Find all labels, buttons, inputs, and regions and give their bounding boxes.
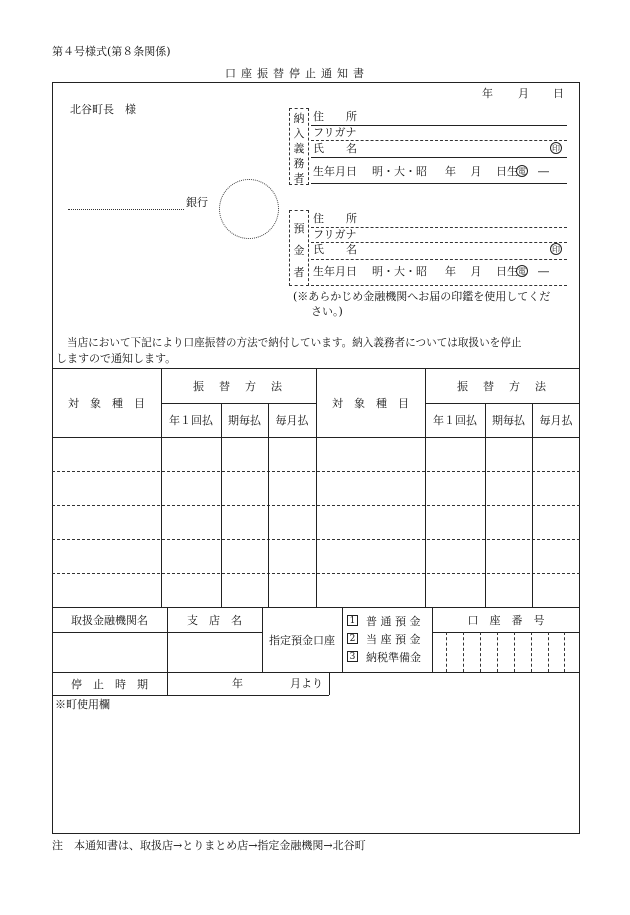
account-digit-line	[531, 632, 532, 672]
account-type-label: 普 通 預 金	[366, 615, 421, 628]
account-digit-line	[514, 632, 515, 672]
depositor-address-label: 住 所	[313, 212, 357, 225]
depositor-name-line[interactable]	[311, 259, 567, 260]
col-monthly-right: 毎月払	[539, 414, 573, 427]
notice-line1: 当店において下記により口座振替の方法で納付しています。納入義務者については取扱いを停止	[67, 337, 522, 349]
account-type-checkbox[interactable]: 2	[347, 633, 358, 644]
bank-name-line[interactable]	[68, 209, 184, 210]
branch-header: 支 店 名	[187, 613, 242, 627]
stop-from-month: 月より	[290, 677, 323, 690]
stamp-circle	[219, 179, 279, 239]
depositor-label: 預 金 者	[293, 222, 305, 279]
institution-header: 取扱金融機関名	[71, 613, 148, 627]
date-day: 日	[553, 87, 564, 100]
col-period-right: 期毎払	[492, 414, 525, 427]
depositor-tel-icon: 電	[518, 267, 526, 276]
depositor-birth-era: 明・大・昭	[372, 265, 427, 278]
method-header-right: 振 替 方 法	[457, 379, 548, 393]
depositor-furigana-label: フリガナ	[313, 228, 357, 241]
town-use-area[interactable]	[53, 712, 579, 832]
account-number-header: 口 座 番 号	[467, 613, 545, 627]
notice-line2: しますので通知します。	[56, 352, 177, 365]
taxpayer-birth-label: 生年月日	[313, 165, 357, 178]
date-year: 年	[482, 87, 493, 100]
taxpayer-tel-dash: ―	[538, 165, 549, 178]
account-type-label: 当 座 預 金	[366, 633, 421, 646]
account-digit-line	[446, 632, 447, 672]
account-digit-line	[463, 632, 464, 672]
account-type-label: 納税準備金	[366, 651, 421, 664]
date-month: 月	[518, 87, 529, 100]
stop-period-label: 停 止 時 期	[71, 677, 148, 691]
taxpayer-tel-icon: 電	[518, 167, 526, 176]
account-type-checkbox[interactable]: 3	[347, 651, 358, 662]
bank-header-line	[52, 632, 262, 633]
seal-note-line2: さい。)	[311, 305, 343, 318]
col-annual-left: 年１回払	[169, 414, 213, 427]
account-type-checkbox[interactable]: 1	[347, 615, 358, 626]
col-period-left: 期毎払	[228, 414, 261, 427]
depositor-birth-ymd: 年 月 日生	[445, 265, 518, 278]
depositor-birth-label: 生年月日	[313, 265, 357, 278]
stop-col-line	[167, 672, 168, 695]
form-title: 口座振替停止通知書	[225, 67, 369, 80]
stop-row-bottom	[52, 695, 329, 696]
taxpayer-label: 納 入 義 務 者	[293, 112, 305, 185]
taxpayer-seal-icon: 印	[552, 144, 560, 153]
account-digit-line	[548, 632, 549, 672]
taxpayer-furigana-line[interactable]	[311, 140, 567, 141]
col-monthly-left: 毎月払	[275, 414, 309, 427]
footer-note: 注 本通知書は、取扱店→とりまとめ店→指定金融機関→北谷町	[52, 839, 366, 852]
taxpayer-name-label: 氏 名	[313, 142, 357, 155]
addressee: 北谷町長 様	[70, 103, 136, 116]
account-digit-line	[564, 632, 565, 672]
subject-header-right: 対 象 種 目	[332, 396, 409, 410]
town-use-label: ※町使用欄	[55, 698, 110, 711]
col-annual-right: 年１回払	[433, 414, 477, 427]
account-digit-line	[497, 632, 498, 672]
method-header-left: 振 替 方 法	[193, 379, 284, 393]
account-digit-line	[480, 632, 481, 672]
depositor-name-label: 氏 名	[313, 243, 357, 256]
taxpayer-birth-line[interactable]	[311, 183, 567, 184]
subject-header-left: 対 象 種 目	[68, 396, 145, 410]
form-number: 第４号様式(第８条関係)	[52, 45, 171, 58]
stop-year: 年	[232, 677, 243, 690]
taxpayer-name-line[interactable]	[311, 157, 567, 158]
taxpayer-address-label: 住 所	[313, 110, 357, 123]
depositor-birth-line[interactable]	[311, 285, 567, 286]
taxpayer-furigana-label: フリガナ	[313, 126, 357, 139]
taxpayer-birth-ymd: 年 月 日生	[445, 165, 518, 178]
designated-account-label: 指定預金口座	[269, 633, 335, 647]
depositor-seal-icon: 印	[552, 245, 560, 254]
taxpayer-birth-era: 明・大・昭	[372, 165, 427, 178]
account-header-line	[432, 632, 580, 633]
stop-col-line	[329, 672, 330, 695]
depositor-tel-dash: ―	[538, 265, 549, 278]
bank-suffix: 銀行	[186, 196, 208, 209]
bank-col-line	[342, 607, 343, 672]
seal-note-line1: (※あらかじめ金融機関へお届の印鑑を使用してくだ	[293, 290, 551, 303]
